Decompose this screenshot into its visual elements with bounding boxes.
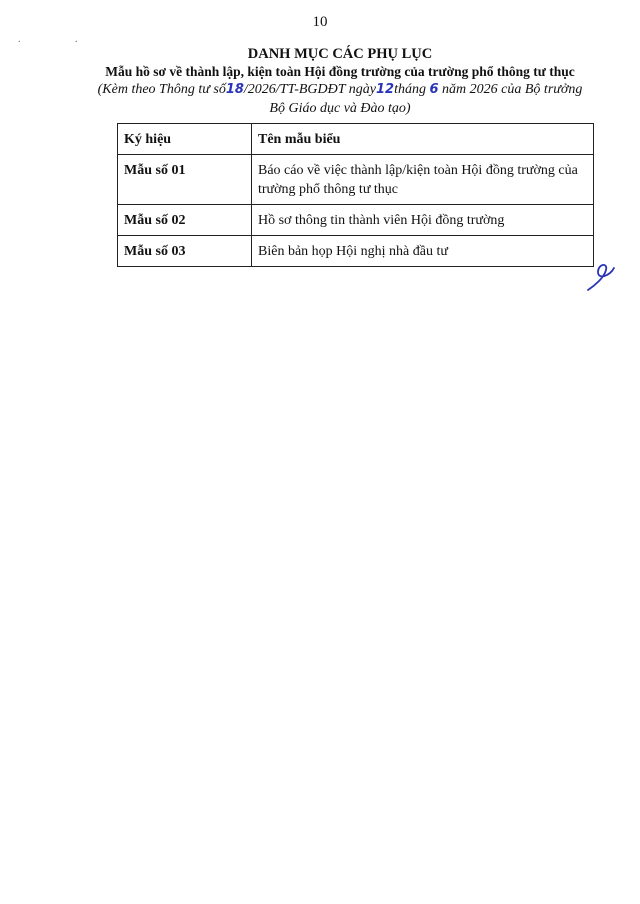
appendix-table (117, 123, 594, 267)
column-header-name: Tên mẫu biểu (252, 124, 594, 155)
document-title: DANH MỤC CÁC PHỤ LỤC (247, 46, 433, 62)
handwritten-initial-signature (584, 258, 618, 294)
document-subtitle: Mẫu hồ sơ về thành lập, kiện toàn Hội đồng trường của trường phổ thông tư thục (105, 64, 575, 79)
citation-suffix: năm 2026 của Bộ trưởng (442, 82, 583, 97)
citation-prefix: (Kèm theo Thông tư số (97, 82, 226, 97)
form-code: Mẫu số 03 (118, 236, 252, 267)
table-header-row (118, 124, 594, 155)
citation-line-2: Bộ Giáo dục và Đào tạo) (269, 101, 411, 116)
citation-line-1 (60, 80, 620, 99)
form-code: Mẫu số 02 (118, 205, 252, 236)
table-row (118, 155, 594, 205)
page-number: 10 (312, 14, 328, 30)
handwritten-circular-number: 18 (225, 82, 244, 97)
column-header-code: Ký hiệu (118, 124, 252, 155)
form-code: Mẫu số 01 (118, 155, 252, 205)
table-row (118, 236, 594, 267)
handwritten-month: 6 (429, 82, 439, 97)
form-name: Biên bản họp Hội nghị nhà đầu tư (252, 236, 594, 267)
form-name: Hồ sơ thông tin thành viên Hội đồng trường (252, 205, 594, 236)
form-name: Báo cáo về việc thành lập/kiện toàn Hội đồng trường của trường phổ thông tư thục (252, 155, 594, 205)
citation-mid-1: /2026/TT-BGDĐT ngày (243, 82, 377, 97)
document-header (60, 46, 620, 118)
citation-mid-2: tháng (394, 82, 426, 97)
scan-marks: . . (18, 34, 104, 45)
table-row (118, 205, 594, 236)
handwritten-day: 12 (376, 82, 395, 97)
